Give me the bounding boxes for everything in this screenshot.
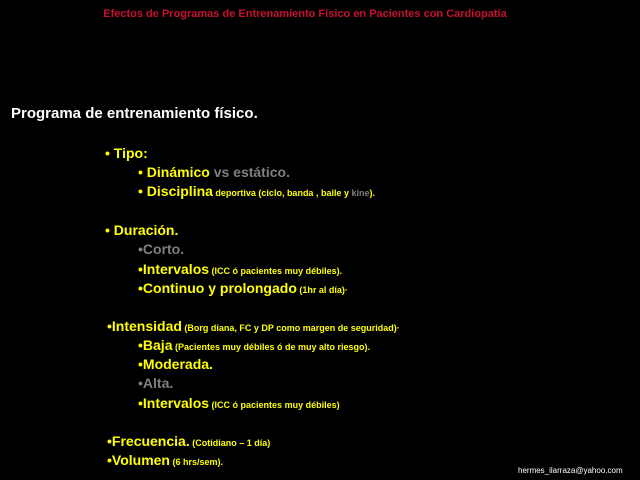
volumen-line [107, 452, 223, 468]
intensidad-heading [107, 318, 400, 334]
intensidad-alta: •Alta. [138, 375, 174, 391]
duracion-intervalos-detail: (ICC ó pacientes muy débiles). [209, 266, 343, 276]
intensidad-intervalos [138, 395, 340, 411]
continuo-label: •Continuo y prolongado [138, 280, 297, 296]
intensidad-baja [138, 337, 370, 353]
intensidad-intervalos-detail: (ICC ó pacientes muy débiles) [209, 400, 340, 410]
intensidad-label: •Intensidad [107, 318, 182, 334]
baja-detail: (Pacientes muy débiles ó de muy alto riesgo). [172, 342, 371, 352]
continuo-detail: (1hr al día)· [296, 285, 348, 295]
slide-header: Efectos de Programas de Entrenamiento Físico en Pacientes con Cardiopatía [103, 8, 507, 20]
intensidad-moderada: •Moderada. [138, 356, 213, 372]
author-email: hermes_ilarraza@yahoo.com [518, 466, 623, 475]
frecuencia-label: •Frecuencia. [107, 433, 190, 449]
disciplina-detail-pre: deportiva (ciclo, banda , baile y [212, 188, 352, 198]
disciplina-detail-gray: kine [351, 188, 370, 198]
disciplina-detail-post: ). [369, 188, 375, 198]
tipo-heading: • Tipo: [105, 145, 148, 161]
intensidad-detail: (Borg diana, FC y DP como margen de seguridad)· [181, 323, 400, 333]
frecuencia-line [107, 433, 270, 449]
duracion-heading: • Duración. [105, 222, 179, 238]
slide-title: Programa de entrenamiento físico. [11, 105, 258, 122]
duracion-intervalos [138, 261, 342, 277]
duracion-continuo [138, 280, 348, 296]
disciplina-label: • Disciplina [138, 183, 213, 199]
dinamico-label: • Dinámico [138, 164, 210, 180]
baja-label: •Baja [138, 337, 173, 353]
volumen-detail: (6 hrs/sem). [169, 457, 224, 467]
tipo-dinamico [138, 164, 290, 180]
frecuencia-detail: (Cotidiano – 1 día) [189, 438, 271, 448]
volumen-label: •Volumen [107, 452, 170, 468]
duracion-intervalos-label: •Intervalos [138, 261, 210, 277]
duracion-corto: •Corto. [138, 241, 185, 257]
tipo-disciplina [138, 183, 375, 199]
intensidad-intervalos-label: •Intervalos [138, 395, 210, 411]
dinamico-rest: vs estático. [209, 164, 290, 180]
